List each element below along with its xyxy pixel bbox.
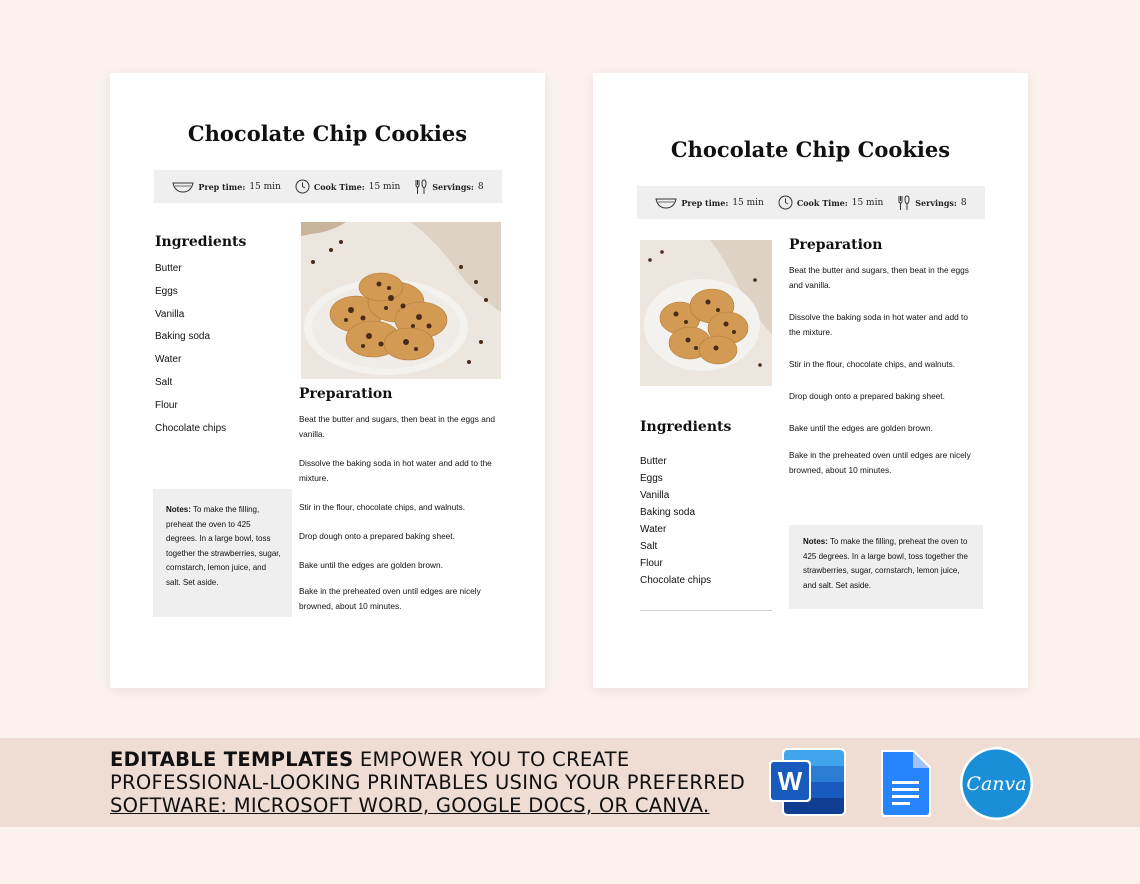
ingredients-heading: Ingredients (640, 419, 732, 435)
clock-icon (778, 195, 793, 210)
recipe-meta-bar (637, 186, 985, 219)
list-item: Flour (640, 558, 663, 569)
cutlery-icon (897, 195, 911, 211)
bowl-icon (172, 181, 194, 193)
preparation-heading: Preparation (789, 237, 883, 253)
list-item: Bake in the preheated oven until edges are nicely browned, about 10 minutes. (299, 586, 481, 611)
list-item: Water (640, 524, 667, 535)
ingredients-list (155, 258, 226, 440)
prep-time: Prep time: 15 min (655, 197, 763, 209)
list-item: Salt (640, 541, 658, 552)
preparation-steps (789, 263, 981, 478)
ingredients-list (640, 453, 711, 589)
list-item: Dissolve the baking soda in hot water and add to the mixture. (789, 312, 968, 337)
list-item: Baking soda (155, 331, 211, 343)
cook-time: Cook Time: 15 min (778, 195, 883, 210)
servings: Servings: 8 (414, 179, 483, 195)
list-item: Vanilla (640, 490, 670, 501)
banner-line-3: SOFTWARE: MICROSOFT WORD, GOOGLE DOCS, OR CANVA. (110, 794, 710, 817)
canva-wordmark: Canva (966, 773, 1027, 795)
cookies-photo (640, 240, 772, 386)
list-item: Stir in the flour, chocolate chips, and walnuts. (299, 502, 466, 512)
divider (640, 610, 772, 611)
bowl-icon (655, 197, 677, 209)
preparation-steps (299, 412, 509, 614)
list-item: Beat the butter and sugars, then beat in the eggs and vanilla. (299, 414, 496, 439)
servings: Servings: 8 (897, 195, 966, 211)
recipe-meta-bar (154, 170, 502, 203)
banner-text (110, 748, 750, 817)
list-item: Eggs (155, 285, 178, 297)
banner-line-1: EDITABLE TEMPLATES EMPOWER YOU TO CREATE (110, 748, 630, 771)
list-item: Butter (155, 263, 182, 274)
banner-line-2: PROFESSIONAL-LOOKING PRINTABLES USING YOUR PREFERRED (110, 771, 746, 794)
notes-label: Notes: (803, 537, 828, 546)
microsoft-word-icon (768, 747, 848, 817)
promo-banner (0, 738, 1140, 827)
list-item: Stir in the flour, chocolate chips, and walnuts. (789, 359, 956, 369)
list-item: Bake until the edges are golden brown. (789, 423, 933, 433)
list-item: Water (155, 354, 182, 366)
notes-text: To make the filling, preheat the oven to 425 degrees. In a large bowl, toss together the strawberries, sugar, cornstarch, lemon juice, and salt. Set aside. (166, 505, 281, 587)
list-item: Baking soda (640, 507, 696, 518)
list-item: Drop dough onto a prepared baking sheet. (299, 531, 455, 541)
notes-box (789, 525, 983, 609)
list-item: Bake in the preheated oven until edges are nicely browned, about 10 minutes. (789, 450, 971, 475)
list-item: Vanilla (155, 308, 185, 320)
list-item: Dissolve the baking soda in hot water and add to the mixture. (299, 458, 492, 483)
list-item: Chocolate chips (155, 422, 227, 434)
preparation-heading: Preparation (299, 386, 393, 402)
recipe-title: Chocolate Chip Cookies (187, 121, 468, 146)
word-letter: W (777, 766, 803, 796)
notes-label: Notes: (166, 505, 191, 514)
ingredients-heading: Ingredients (155, 234, 247, 250)
list-item: Beat the butter and sugars, then beat in the eggs and vanilla. (789, 265, 969, 290)
list-item: Bake until the edges are golden brown. (299, 560, 443, 570)
list-item: Butter (640, 456, 667, 467)
canva-icon (959, 746, 1034, 821)
clock-icon (295, 179, 310, 194)
google-docs-icon (878, 747, 934, 819)
list-item: Chocolate chips (640, 575, 712, 586)
list-item: Salt (155, 376, 173, 388)
cook-time: Cook Time: 15 min (295, 179, 400, 194)
notes-text: To make the filling, preheat the oven to 425 degrees. In a large bowl, toss together the strawberries, sugar, cornstarch, lemon juice, and salt. Set aside. (803, 537, 968, 590)
banner-strong: EDITABLE TEMPLATES (110, 748, 354, 771)
cutlery-icon (414, 179, 428, 195)
list-item: Eggs (640, 473, 663, 484)
recipe-title: Chocolate Chip Cookies (670, 137, 951, 162)
recipe-page-layout-1 (110, 73, 545, 688)
prep-time: Prep time: 15 min (172, 181, 280, 193)
list-item: Flour (155, 399, 178, 411)
cookies-photo (301, 222, 501, 379)
notes-box (153, 489, 292, 617)
list-item: Drop dough onto a prepared baking sheet. (789, 391, 945, 401)
recipe-page-layout-2 (593, 73, 1028, 688)
